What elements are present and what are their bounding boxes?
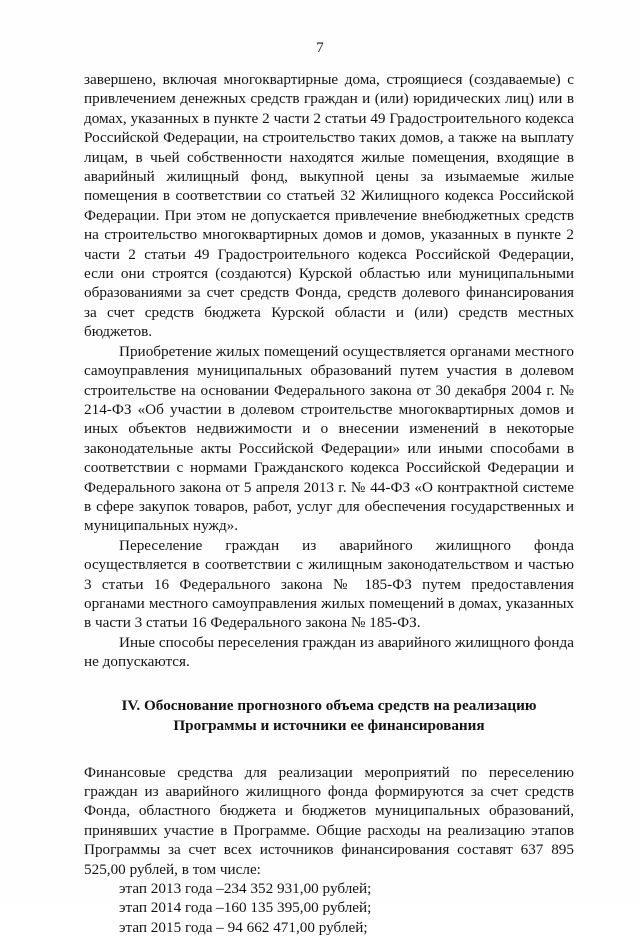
paragraph-2: Приобретение жилых помещений осуществляется органами местного самоуправления муниципальных образований путем участия в долевом строительстве на основании Федерального закона от 30 декабря 2004 г. № 214-ФЗ «Об участии в долевом строительстве многоквартирных домов и иных объектов недвижимости и о внесении изменений в некоторые законодательные акты Российской Федерации» или иными способами в соответствии с нормами Гражданского кодекса Российской Федерации и Федерального закона от 5 апреля 2013 г. № 44-ФЗ «О контрактной системе в сфере закупок товаров, работ, услуг для обеспечения государственных и муниципальных нужд». <box>84 342 574 535</box>
list-item: этап 2013 года –234 352 931,00 рублей; <box>119 880 372 898</box>
section-heading <box>84 696 574 736</box>
paragraph-3: Переселение граждан из аварийного жилищного фонда осуществляется в соответствии с жилищным законодательством и частью 3 статьи 16 Федерального закона № 185-ФЗ путем предоставления органами местного самоуправления жилых помещений в домах, указанных в части 3 статьи 16 Федерального закона № 185-ФЗ. <box>84 536 574 632</box>
stage-list <box>84 879 574 937</box>
list-item: этап 2014 года –160 135 395,00 рублей; <box>119 899 372 917</box>
section-heading-line-2: Программы и источники ее финансирования <box>173 716 485 734</box>
paragraph-financing: Финансовые средства для реализации мероприятий по переселению граждан из аварийного жилищного фонда формируются за счет средств Фонда, областного бюджета и бюджетов муниципальных образований, принявших участие в Программе. Общие расходы на реализацию этапов Программы за счет всех источников финансирования составят 637 895 525,00 рублей, в том числе: <box>84 763 574 878</box>
section-heading-line-1: IV. Обоснование прогнозного объема средств на реализацию <box>121 696 537 714</box>
paragraph-1: завершено, включая многоквартирные дома, строящиеся (создаваемые) с привлечением денежных средств граждан и (или) юридических лиц) или в домах, указанных в пункте 2 части 2 статьи 49 Градостроительного кодекса Российской Федерации, на строительство таких домов, а также на выплату лицам, в чьей собственности находятся жилые помещения, входящие в аварийный жилищный фонд, выкупной цены за изымаемые жилые помещения в соответствии со статьей 32 Жилищного кодекса Российской Федерации. При этом не допускается привлечение внебюджетных средств на строительство многоквартирных домов и домов, указанных в пункте 2 части 2 статьи 49 Градостроительного кодекса Российской Федерации, если они строятся (создаются) Курской областью или муниципальными образованиями за счет средств Фонда, средств долевого финансирования за счет средств бюджета Курской области и (или) средств местных бюджетов. <box>84 71 574 341</box>
list-item: этап 2015 года – 94 662 471,00 рублей; <box>119 918 368 936</box>
page-number: 7 <box>316 40 324 56</box>
document-body <box>84 70 574 937</box>
paragraph-4: Иные способы переселения граждан из аварийного жилищного фонда не допускаются. <box>84 633 575 671</box>
